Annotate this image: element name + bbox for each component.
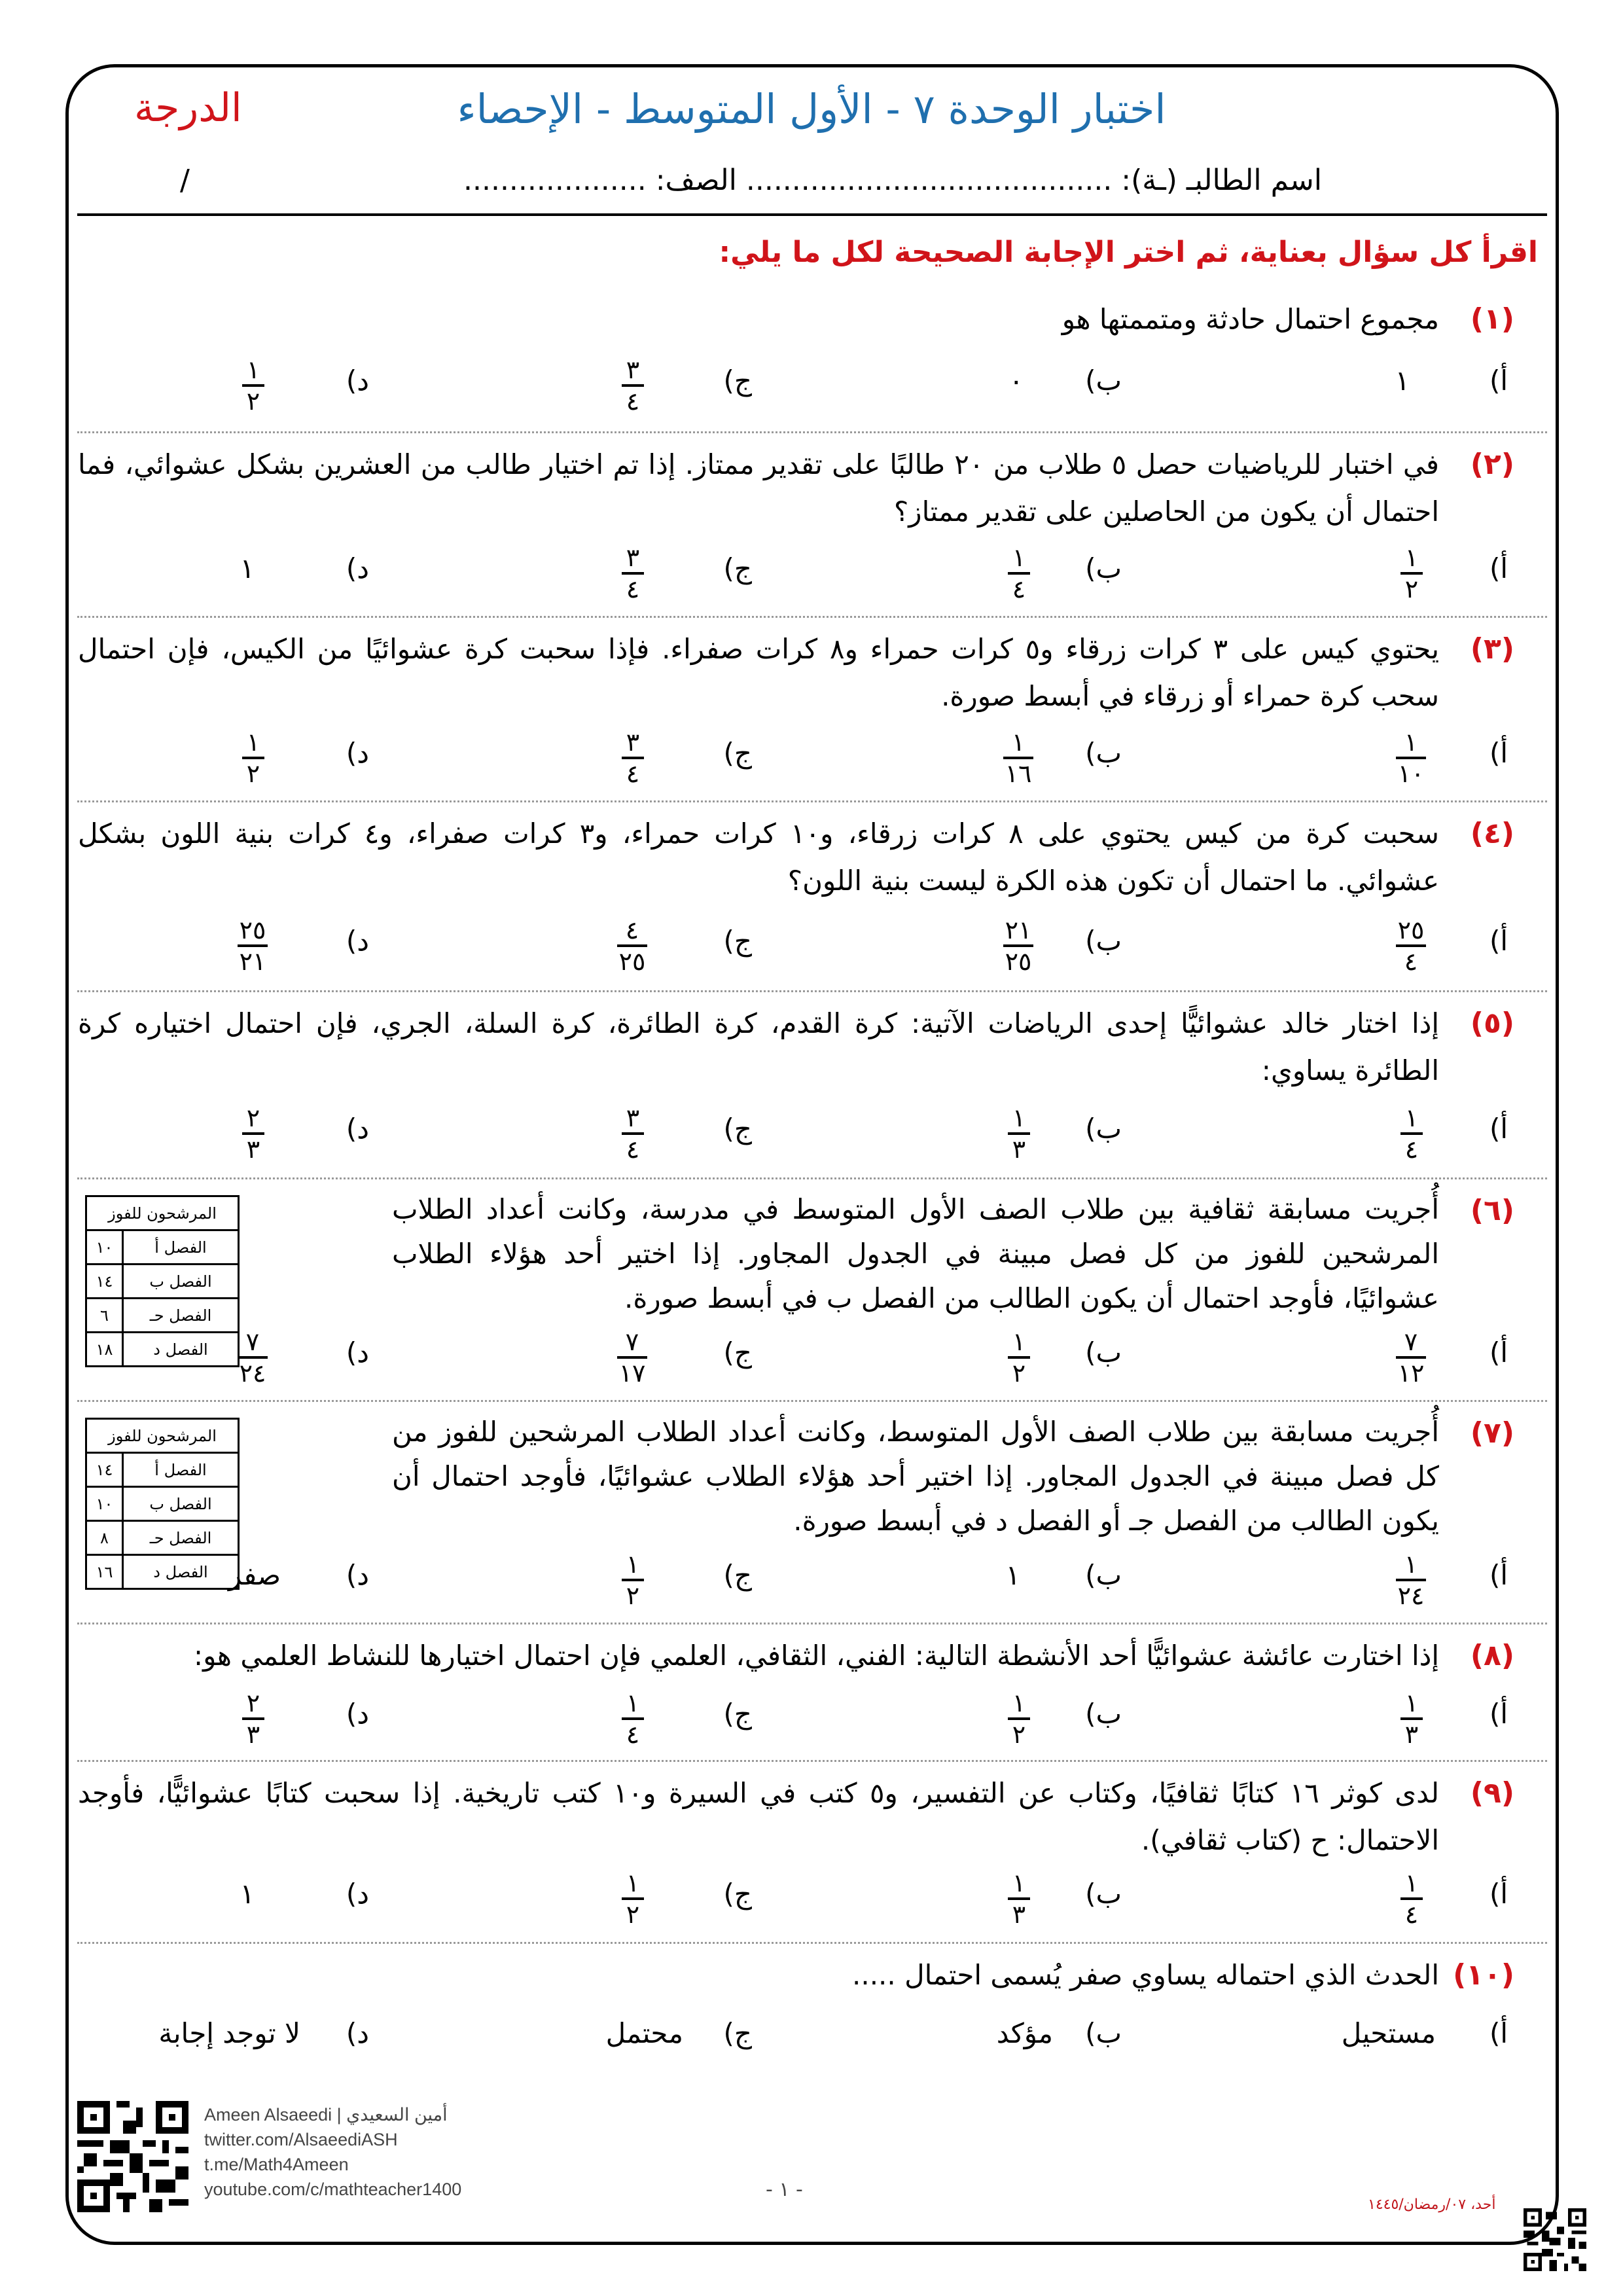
denominator: ٢ bbox=[246, 759, 260, 788]
candidates-table bbox=[85, 1195, 240, 1367]
question-1 bbox=[77, 288, 1547, 433]
class-label: الفصل ب bbox=[123, 1265, 239, 1299]
option-a-value[interactable]: مستحيل bbox=[1341, 2017, 1436, 2049]
question-number: (٩) bbox=[1470, 1776, 1514, 1810]
option-a-fraction[interactable] bbox=[1396, 729, 1426, 787]
table-row bbox=[86, 1299, 239, 1333]
option-a-fraction[interactable] bbox=[1396, 917, 1426, 975]
option-d-fraction[interactable] bbox=[242, 1690, 264, 1748]
question-number: (٧) bbox=[1470, 1416, 1514, 1450]
option-a-label[interactable]: أ) bbox=[1489, 1559, 1508, 1591]
numerator: ٣ bbox=[626, 543, 640, 572]
option-b-label[interactable]: ب) bbox=[1085, 925, 1122, 957]
option-b-fraction[interactable] bbox=[1008, 1690, 1030, 1748]
denominator: ٢ bbox=[626, 1581, 640, 1610]
numerator: ١ bbox=[1012, 1327, 1026, 1356]
option-c-fraction[interactable] bbox=[622, 545, 644, 602]
option-c-label[interactable]: ج) bbox=[723, 1698, 752, 1730]
class-count: ١٤ bbox=[86, 1453, 123, 1487]
question-number: (٣) bbox=[1470, 632, 1514, 666]
numerator: ٢٥ bbox=[1397, 916, 1425, 944]
numerator: ٢١ bbox=[1005, 916, 1032, 944]
option-a-label[interactable]: أ) bbox=[1489, 552, 1508, 584]
option-d-label[interactable]: د) bbox=[346, 552, 369, 584]
option-d-label[interactable]: د) bbox=[346, 1559, 369, 1591]
options-row bbox=[77, 1329, 1547, 1401]
grade-label: الدرجة bbox=[134, 85, 242, 131]
option-c-fraction[interactable] bbox=[622, 1690, 644, 1748]
denominator: ٤ bbox=[1404, 1900, 1419, 1929]
options-row bbox=[77, 545, 1547, 617]
numerator: ٧ bbox=[245, 1327, 260, 1356]
class-label: الفصل حـ bbox=[123, 1521, 239, 1555]
option-a-label[interactable]: أ) bbox=[1489, 2017, 1508, 2049]
option-c-fraction[interactable] bbox=[622, 1105, 644, 1162]
option-b-fraction[interactable] bbox=[1008, 545, 1030, 602]
question-7 bbox=[77, 1402, 1547, 1624]
option-d-label[interactable]: د) bbox=[346, 1113, 369, 1145]
option-c-label[interactable]: ج) bbox=[723, 1878, 752, 1910]
question-text: في اختبار للرياضيات حصل ٥ طلاب من ٢٠ طالبًا على تقدير ممتاز. إذا تم اختيار طالب من العشرين بشكل عشوائي، فما احتمال أن يكون من الحاصلين على تقدير ممتاز؟ bbox=[78, 448, 1439, 528]
option-c-fraction[interactable] bbox=[622, 1551, 644, 1609]
option-c-label[interactable]: ج) bbox=[723, 1559, 752, 1591]
question-text: إذا اختار خالد عشوائيًّا إحدى الرياضات الآتية: كرة القدم، كرة الطائرة، كرة السلة، الجري، فإن احتمال اختياره كرة الطائرة يساوي: bbox=[78, 1007, 1439, 1086]
table-row bbox=[86, 1453, 239, 1487]
class-count: ٨ bbox=[86, 1521, 123, 1555]
option-a-fraction[interactable] bbox=[1400, 1870, 1423, 1928]
denominator: ٤ bbox=[626, 759, 640, 788]
corner-qr-code-icon bbox=[1524, 2207, 1586, 2272]
option-b-fraction[interactable] bbox=[1003, 729, 1033, 787]
numerator: ٢ bbox=[246, 1103, 260, 1132]
question-text: لدى كوثر ١٦ كتابًا ثقافيًا، وكتاب عن التفسير، و٥ كتب في السيرة و١٠ كتب تاريخية. إذا سحبت كتابًا عشوائيًّا، فأوجد الاحتمال: ح (كتاب ثقافي). bbox=[78, 1777, 1440, 1856]
numerator: ١ bbox=[1404, 1869, 1419, 1897]
option-d-label[interactable]: د) bbox=[346, 365, 369, 397]
instructions: اقرأ كل سؤال بعناية، ثم اختر الإجابة الصحيحة لكل ما يلي: bbox=[719, 236, 1538, 269]
question-number: (٢) bbox=[1470, 448, 1514, 481]
question-text: إذا اختارت عائشة عشوائيًّا أحد الأنشطة التالية: الفني، الثقافي، العلمي فإن احتمال اختيارها للنشاط العلمي هو: bbox=[193, 1640, 1439, 1672]
class-label: الفصل أ bbox=[123, 1453, 239, 1487]
student-name-class-field[interactable]: اسم الطالبـ (ـة): ........................................ الصف: .................... bbox=[463, 164, 1322, 197]
numerator: ١ bbox=[1404, 728, 1418, 757]
option-a-label[interactable]: أ) bbox=[1489, 1113, 1508, 1145]
table-row bbox=[86, 1265, 239, 1299]
option-a-label[interactable]: أ) bbox=[1489, 925, 1508, 957]
option-b-label[interactable]: ب) bbox=[1085, 737, 1122, 769]
option-d-fraction[interactable] bbox=[238, 917, 268, 975]
class-count: ١٦ bbox=[86, 1555, 123, 1589]
question-4 bbox=[77, 802, 1547, 992]
options-row bbox=[77, 729, 1547, 801]
denominator: ٤ bbox=[626, 1135, 640, 1164]
denominator: ٣ bbox=[1404, 1720, 1419, 1749]
class-count: ١٠ bbox=[86, 1487, 123, 1521]
question-number: (٥) bbox=[1470, 1007, 1514, 1040]
option-b-label[interactable]: ب) bbox=[1085, 1113, 1122, 1145]
option-d-label[interactable]: د) bbox=[346, 2017, 369, 2049]
option-b-label[interactable]: ب) bbox=[1085, 1698, 1122, 1730]
class-label: الفصل د bbox=[123, 1555, 239, 1589]
author-name: Ameen Alsaeedi | أمين السعيدي bbox=[204, 2105, 448, 2125]
option-c-fraction[interactable] bbox=[617, 917, 647, 975]
option-b-label[interactable]: ب) bbox=[1085, 365, 1122, 397]
option-b-fraction[interactable] bbox=[1008, 1870, 1030, 1928]
numerator: ١ bbox=[1011, 728, 1026, 757]
numerator: ١ bbox=[246, 355, 260, 384]
option-d-label[interactable]: د) bbox=[346, 1878, 369, 1910]
option-b-fraction[interactable] bbox=[1008, 1329, 1030, 1386]
options-row bbox=[77, 1105, 1547, 1177]
denominator: ٢١ bbox=[239, 947, 266, 976]
option-b-fraction[interactable] bbox=[1008, 1105, 1030, 1162]
table-header: المرشحون للفوز bbox=[86, 1419, 239, 1453]
question-text: يحتوي كيس على ٣ كرات زرقاء و٥ كرات حمراء و٨ كرات صفراء. فإذا سحبت كرة عشوائيًا من الكيس، فإن احتمال سحب كرة حمراء أو زرقاء في أبسط صورة. bbox=[78, 633, 1440, 712]
youtube-link[interactable]: youtube.com/c/mathteacher1400 bbox=[204, 2179, 462, 2199]
numerator: ٧ bbox=[625, 1327, 639, 1356]
option-d-value[interactable]: صفر bbox=[228, 1559, 281, 1591]
option-c-fraction[interactable] bbox=[617, 1329, 647, 1386]
denominator: ٤ bbox=[1404, 1135, 1419, 1164]
denominator: ٤ bbox=[1404, 947, 1418, 976]
header-divider bbox=[77, 213, 1547, 216]
option-d-label[interactable]: د) bbox=[346, 925, 369, 957]
option-c-value[interactable]: محتمل bbox=[605, 2017, 683, 2049]
option-c-label[interactable]: ج) bbox=[723, 1336, 752, 1369]
denominator: ٢ bbox=[246, 387, 260, 416]
option-b-label[interactable]: ب) bbox=[1085, 1336, 1122, 1369]
qr-code-icon bbox=[77, 2101, 188, 2212]
option-b-label[interactable]: ب) bbox=[1085, 1559, 1122, 1591]
numerator: ١ bbox=[1012, 543, 1026, 572]
numerator: ١ bbox=[1404, 543, 1419, 572]
denominator: ٣ bbox=[1012, 1135, 1026, 1164]
option-c-fraction[interactable] bbox=[622, 729, 644, 787]
class-count: ١٠ bbox=[86, 1230, 123, 1265]
numerator: ٤ bbox=[625, 916, 639, 944]
option-a-fraction[interactable] bbox=[1400, 1105, 1423, 1162]
option-c-label[interactable]: ج) bbox=[723, 737, 752, 769]
option-c-label[interactable]: ج) bbox=[723, 365, 752, 397]
table-row bbox=[86, 1555, 239, 1589]
option-c-label[interactable]: ج) bbox=[723, 2017, 752, 2049]
option-a-value[interactable]: ١ bbox=[1395, 365, 1410, 397]
table-row bbox=[86, 1487, 239, 1521]
question-number: (١٠) bbox=[1453, 1958, 1514, 1992]
option-d-fraction[interactable] bbox=[242, 357, 264, 414]
denominator: ٣ bbox=[246, 1720, 260, 1749]
option-a-label[interactable]: أ) bbox=[1489, 1878, 1508, 1910]
option-a-label[interactable]: أ) bbox=[1489, 365, 1508, 397]
twitter-link[interactable]: twitter.com/AlsaeediASH bbox=[204, 2130, 398, 2149]
options-row bbox=[77, 917, 1547, 989]
denominator: ١٧ bbox=[618, 1359, 646, 1388]
option-b-label[interactable]: ب) bbox=[1085, 2017, 1122, 2049]
table-row bbox=[86, 1333, 239, 1367]
table-header: المرشحون للفوز bbox=[86, 1196, 239, 1230]
option-b-value[interactable]: ١ bbox=[1005, 1559, 1020, 1591]
option-b-label[interactable]: ب) bbox=[1085, 1878, 1122, 1910]
option-b-value[interactable]: ٠ bbox=[1008, 365, 1024, 397]
options-row bbox=[77, 1551, 1547, 1623]
denominator: ١٦ bbox=[1005, 759, 1032, 788]
denominator: ٤ bbox=[626, 387, 640, 416]
question-8 bbox=[77, 1624, 1547, 1762]
question-text: أُجريت مسابقة ثقافية بين طلاب الصف الأول المتوسط في مدرسة، وكانت أعداد الطلاب المرشحين للفوز من كل فصل مبينة في الجدول المجاور. إذا اختير أحد هؤلاء الطلاب عشوائيًا، فأوجد احتمال أن يكون الطالب من الفصل ب في أبسط صورة. bbox=[392, 1193, 1439, 1314]
numerator: ١ bbox=[1404, 1550, 1418, 1579]
denominator: ٢٥ bbox=[618, 947, 646, 976]
option-d-label[interactable]: د) bbox=[346, 737, 369, 769]
option-b-value[interactable]: مؤكد bbox=[996, 2017, 1053, 2049]
page-title: اختبار الوحدة ٧ - الأول المتوسط - الإحصاء bbox=[457, 85, 1166, 133]
class-label: الفصل أ bbox=[123, 1230, 239, 1265]
option-a-fraction[interactable] bbox=[1396, 1329, 1426, 1386]
option-d-label[interactable]: د) bbox=[346, 1336, 369, 1369]
candidates-table bbox=[85, 1418, 240, 1590]
option-a-label[interactable]: أ) bbox=[1489, 1336, 1508, 1369]
question-6 bbox=[77, 1179, 1547, 1402]
denominator: ٣ bbox=[1012, 1900, 1026, 1929]
numerator: ١ bbox=[626, 1869, 640, 1897]
numerator: ٣ bbox=[626, 1103, 640, 1132]
option-a-fraction[interactable] bbox=[1400, 1690, 1423, 1748]
question-3 bbox=[77, 618, 1547, 802]
numerator: ١ bbox=[626, 1689, 640, 1717]
numerator: ١ bbox=[1012, 1689, 1026, 1717]
denominator: ٢٤ bbox=[239, 1359, 266, 1388]
numerator: ٢ bbox=[246, 1689, 260, 1717]
option-b-fraction[interactable] bbox=[1003, 917, 1033, 975]
option-c-label[interactable]: ج) bbox=[723, 925, 752, 957]
question-text: الحدث الذي احتماله يساوي صفر يُسمى احتمال ..... bbox=[852, 1959, 1439, 1991]
class-count: ٦ bbox=[86, 1299, 123, 1333]
question-number: (٨) bbox=[1470, 1639, 1514, 1672]
question-number: (١) bbox=[1470, 302, 1514, 336]
denominator: ١٠ bbox=[1397, 759, 1425, 788]
option-c-label[interactable]: ج) bbox=[723, 1113, 752, 1145]
numerator: ٧ bbox=[1404, 1327, 1418, 1356]
question-9 bbox=[77, 1762, 1547, 1944]
denominator: ٢ bbox=[1012, 1720, 1026, 1749]
class-label: الفصل حـ bbox=[123, 1299, 239, 1333]
question-number: (٦) bbox=[1470, 1194, 1514, 1227]
table-row bbox=[86, 1230, 239, 1265]
numerator: ٢٥ bbox=[239, 916, 266, 944]
option-d-fraction[interactable] bbox=[242, 1105, 264, 1162]
options-row bbox=[77, 1690, 1547, 1762]
denominator: ٤ bbox=[626, 1720, 640, 1749]
options-row bbox=[77, 1870, 1547, 1942]
class-count: ١٨ bbox=[86, 1333, 123, 1367]
option-a-label[interactable]: أ) bbox=[1489, 1698, 1508, 1730]
denominator: ٣ bbox=[246, 1135, 260, 1164]
class-count: ١٤ bbox=[86, 1265, 123, 1299]
numerator: ١ bbox=[1404, 1689, 1419, 1717]
option-d-label[interactable]: د) bbox=[346, 1698, 369, 1730]
option-c-fraction[interactable] bbox=[622, 1870, 644, 1928]
numerator: ١ bbox=[626, 1550, 640, 1579]
author-info bbox=[204, 2102, 461, 2202]
question-text: أُجريت مسابقة بين طلاب الصف الأول المتوسط، وكانت أعداد الطلاب المرشحين للفوز من كل فصل مبينة في الجدول المجاور. إذا اختير أحد هؤلاء الطلاب عشوائيًا، فأوجد احتمال أن يكون الطالب من الفصل جـ أو الفصل د في أبسط صورة. bbox=[392, 1416, 1439, 1537]
question-10 bbox=[77, 1944, 1547, 2075]
denominator: ٢ bbox=[1012, 1359, 1026, 1388]
option-d-value[interactable]: لا توجد إجابة bbox=[158, 2017, 300, 2049]
class-label: الفصل ب bbox=[123, 1487, 239, 1521]
option-c-fraction[interactable] bbox=[622, 357, 644, 414]
options-row bbox=[77, 2009, 1547, 2081]
date-stamp: أحد، ٠٧/رمضان/١٤٤٥ bbox=[1368, 2197, 1496, 2213]
option-b-label[interactable]: ب) bbox=[1085, 552, 1122, 584]
denominator: ١٢ bbox=[1397, 1359, 1425, 1388]
numerator: ١ bbox=[1012, 1869, 1026, 1897]
denominator: ٤ bbox=[626, 575, 640, 603]
question-number: (٤) bbox=[1470, 817, 1514, 850]
option-a-fraction[interactable] bbox=[1400, 545, 1423, 602]
option-d-fraction[interactable] bbox=[238, 1329, 268, 1386]
question-text: مجموع احتمال حادثة ومتممتها هو bbox=[1061, 303, 1439, 335]
denominator: ٢ bbox=[1404, 575, 1419, 603]
denominator: ٢٥ bbox=[1005, 947, 1032, 976]
option-a-label[interactable]: أ) bbox=[1489, 737, 1508, 769]
numerator: ٣ bbox=[626, 728, 640, 757]
table-row bbox=[86, 1521, 239, 1555]
question-5 bbox=[77, 992, 1547, 1179]
denominator: ٢ bbox=[626, 1900, 640, 1929]
numerator: ١ bbox=[246, 728, 260, 757]
option-d-fraction[interactable] bbox=[242, 729, 264, 787]
question-2 bbox=[77, 433, 1547, 618]
option-c-label[interactable]: ج) bbox=[723, 552, 752, 584]
grade-field[interactable]: / bbox=[180, 164, 190, 197]
question-text: سحبت كرة من كيس يحتوي على ٨ كرات زرقاء، و١٠ كرات حمراء، و٣ كرات صفراء، و٤ كرات بنية اللون بشكل عشوائي. ما احتمال أن تكون هذه الكرة ليست بنية اللون؟ bbox=[78, 817, 1439, 897]
denominator: ٢٤ bbox=[1397, 1581, 1425, 1610]
page-number: - ١ - bbox=[766, 2178, 803, 2201]
option-d-value[interactable]: ١ bbox=[240, 552, 255, 584]
option-d-value[interactable]: ١ bbox=[240, 1878, 255, 1910]
numerator: ١ bbox=[1404, 1103, 1419, 1132]
denominator: ٤ bbox=[1012, 575, 1026, 603]
class-label: الفصل د bbox=[123, 1333, 239, 1367]
option-a-fraction[interactable] bbox=[1396, 1551, 1426, 1609]
numerator: ٣ bbox=[626, 355, 640, 384]
telegram-link[interactable]: t.me/Math4Ameen bbox=[204, 2155, 349, 2174]
options-row bbox=[77, 357, 1547, 429]
numerator: ١ bbox=[1012, 1103, 1026, 1132]
